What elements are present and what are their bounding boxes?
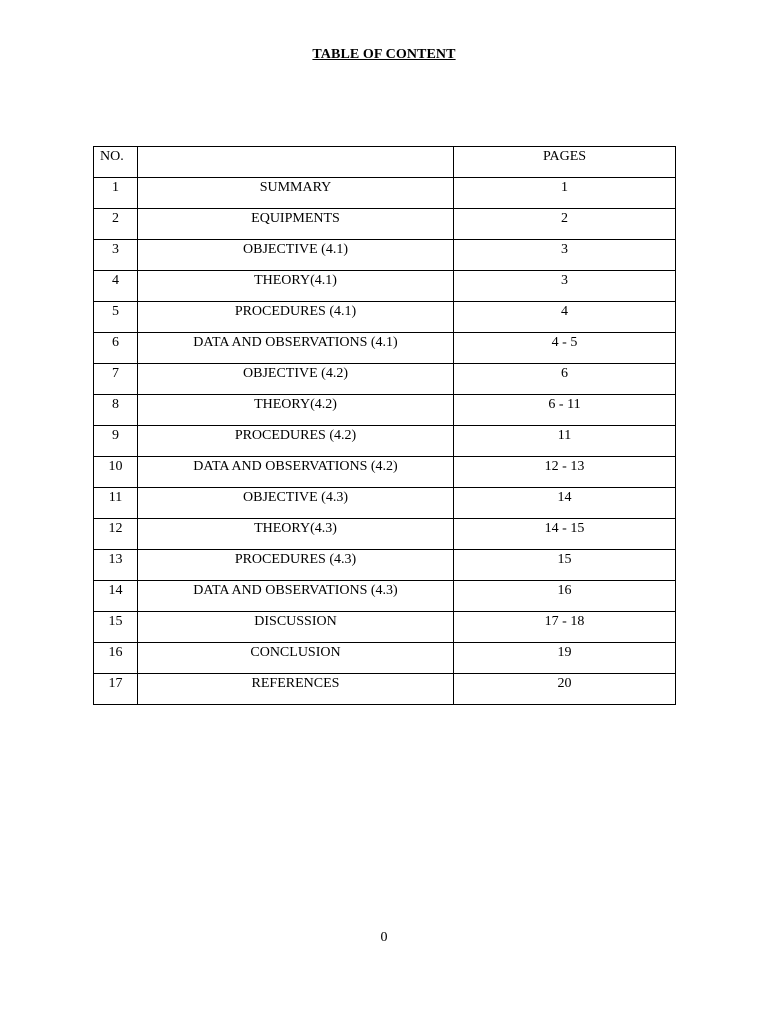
table-row: [94, 395, 676, 426]
table-row: [94, 488, 676, 519]
header-no: NO.: [94, 147, 138, 178]
row-pages: 6: [454, 364, 676, 395]
table-row: [94, 426, 676, 457]
row-number: 17: [94, 674, 138, 705]
row-title: OBJECTIVE (4.1): [138, 240, 454, 271]
row-pages: 17 - 18: [454, 612, 676, 643]
row-pages: 11: [454, 426, 676, 457]
table-of-contents: [93, 146, 676, 705]
table-row: [94, 550, 676, 581]
row-pages: 4 - 5: [454, 333, 676, 364]
toc-table-body: [94, 147, 676, 705]
table-row: [94, 581, 676, 612]
row-pages: 12 - 13: [454, 457, 676, 488]
row-number: 6: [94, 333, 138, 364]
row-title: PROCEDURES (4.2): [138, 426, 454, 457]
row-title: PROCEDURES (4.1): [138, 302, 454, 333]
row-number: 10: [94, 457, 138, 488]
row-pages: 15: [454, 550, 676, 581]
row-title: DATA AND OBSERVATIONS (4.2): [138, 457, 454, 488]
table-row: [94, 612, 676, 643]
table-row: [94, 519, 676, 550]
table-row: [94, 333, 676, 364]
table-row: [94, 457, 676, 488]
row-pages: 19: [454, 643, 676, 674]
row-pages: 14: [454, 488, 676, 519]
row-title: DATA AND OBSERVATIONS (4.3): [138, 581, 454, 612]
row-title: OBJECTIVE (4.2): [138, 364, 454, 395]
row-pages: 3: [454, 240, 676, 271]
table-row: [94, 209, 676, 240]
row-title: DISCUSSION: [138, 612, 454, 643]
row-pages: 20: [454, 674, 676, 705]
table-row: [94, 178, 676, 209]
row-number: 5: [94, 302, 138, 333]
row-pages: 2: [454, 209, 676, 240]
row-title: OBJECTIVE (4.3): [138, 488, 454, 519]
table-row: [94, 364, 676, 395]
row-number: 13: [94, 550, 138, 581]
row-number: 12: [94, 519, 138, 550]
page-title: TABLE OF CONTENT: [312, 47, 456, 62]
row-title: REFERENCES: [138, 674, 454, 705]
row-number: 15: [94, 612, 138, 643]
row-pages: 3: [454, 271, 676, 302]
row-number: 8: [94, 395, 138, 426]
row-number: 3: [94, 240, 138, 271]
row-title: EQUIPMENTS: [138, 209, 454, 240]
row-title: THEORY(4.3): [138, 519, 454, 550]
row-title: THEORY(4.1): [138, 271, 454, 302]
row-title: SUMMARY: [138, 178, 454, 209]
row-number: 4: [94, 271, 138, 302]
row-number: 9: [94, 426, 138, 457]
row-title: PROCEDURES (4.3): [138, 550, 454, 581]
row-pages: 6 - 11: [454, 395, 676, 426]
row-pages: 14 - 15: [454, 519, 676, 550]
row-number: 2: [94, 209, 138, 240]
header-pages: PAGES: [454, 147, 676, 178]
header-title: [138, 147, 454, 178]
table-row: [94, 643, 676, 674]
table-row: [94, 240, 676, 271]
row-number: 7: [94, 364, 138, 395]
page-number: 0: [380, 930, 388, 945]
table-row: [94, 271, 676, 302]
row-title: CONCLUSION: [138, 643, 454, 674]
table-header-row: [94, 147, 676, 178]
row-title: DATA AND OBSERVATIONS (4.1): [138, 333, 454, 364]
row-number: 1: [94, 178, 138, 209]
row-title: THEORY(4.2): [138, 395, 454, 426]
row-number: 11: [94, 488, 138, 519]
row-pages: 4: [454, 302, 676, 333]
row-pages: 1: [454, 178, 676, 209]
row-number: 16: [94, 643, 138, 674]
row-pages: 16: [454, 581, 676, 612]
table-row: [94, 302, 676, 333]
table-row: [94, 674, 676, 705]
row-number: 14: [94, 581, 138, 612]
